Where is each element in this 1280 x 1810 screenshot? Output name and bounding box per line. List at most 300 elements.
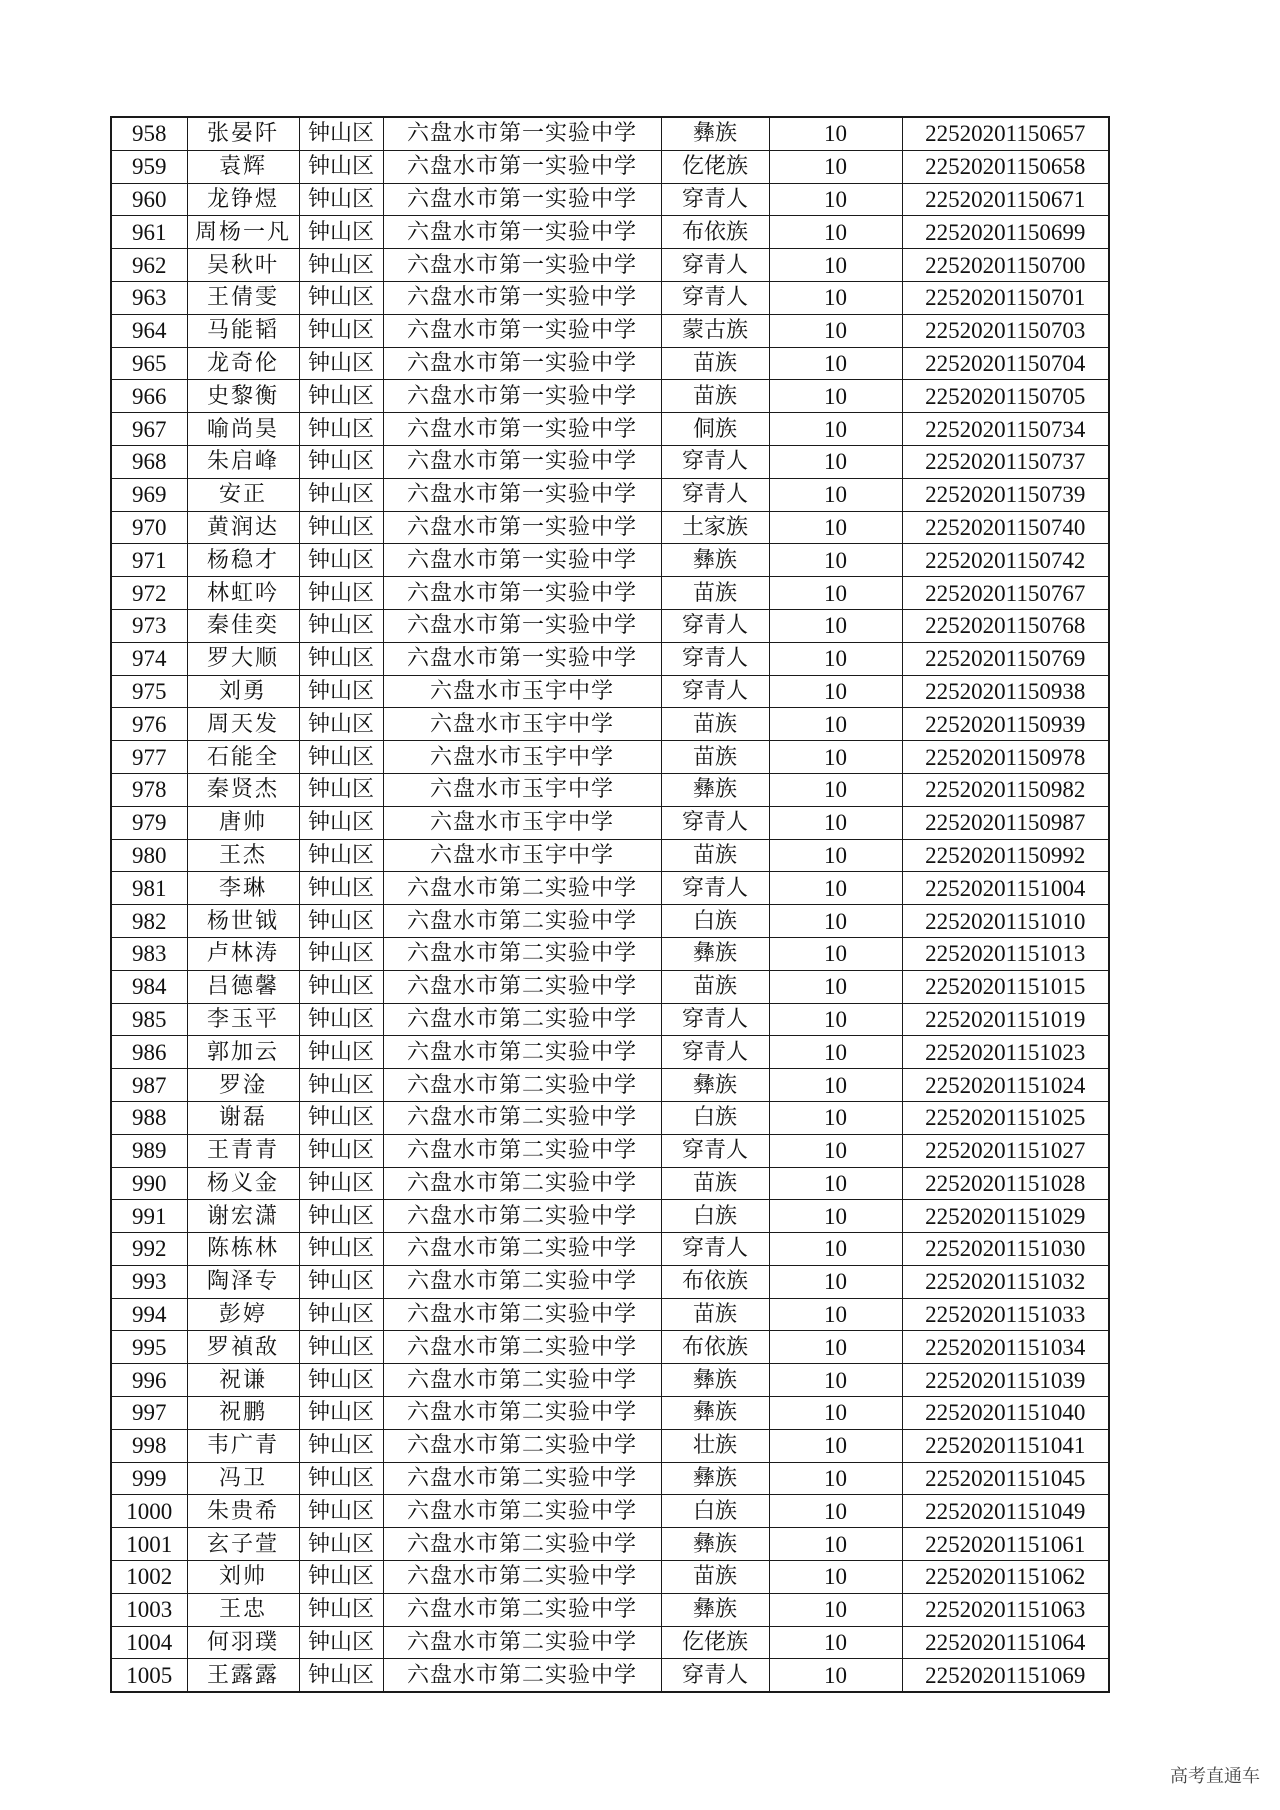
ethnicity-cell: 苗族 (661, 347, 769, 380)
table-row (111, 1298, 1109, 1331)
table-row (111, 1233, 1109, 1266)
exam-number-cell: 22520201150705 (902, 380, 1109, 413)
district-cell: 钟山区 (299, 281, 383, 314)
table-row (111, 413, 1109, 446)
exam-number-cell: 22520201151032 (902, 1265, 1109, 1298)
school-cell: 六盘水市第一实验中学 (383, 544, 661, 577)
exam-number-cell: 22520201151030 (902, 1233, 1109, 1266)
district-cell: 钟山区 (299, 380, 383, 413)
student-name-cell: 龙铮煜 (187, 183, 299, 216)
table-row (111, 1429, 1109, 1462)
student-name-cell: 喻尚昊 (187, 413, 299, 446)
school-cell: 六盘水市第二实验中学 (383, 1593, 661, 1626)
row-number-cell: 982 (111, 905, 187, 938)
student-name-cell: 龙奇伦 (187, 347, 299, 380)
row-number-cell: 981 (111, 872, 187, 905)
row-number-cell: 961 (111, 216, 187, 249)
district-cell: 钟山区 (299, 708, 383, 741)
ethnicity-cell: 彝族 (661, 937, 769, 970)
student-name-cell: 朱贵希 (187, 1495, 299, 1528)
grade-cell: 10 (769, 905, 902, 938)
student-name-cell: 谢磊 (187, 1101, 299, 1134)
row-number-cell: 992 (111, 1233, 187, 1266)
table-row (111, 1593, 1109, 1626)
row-number-cell: 974 (111, 642, 187, 675)
table-row (111, 314, 1109, 347)
exam-number-cell: 22520201150987 (902, 806, 1109, 839)
table-row (111, 1397, 1109, 1430)
row-number-cell: 963 (111, 281, 187, 314)
district-cell: 钟山区 (299, 642, 383, 675)
table-row (111, 117, 1109, 150)
row-number-cell: 998 (111, 1429, 187, 1462)
student-name-cell: 秦贤杰 (187, 773, 299, 806)
grade-cell: 10 (769, 1233, 902, 1266)
ethnicity-cell: 彝族 (661, 1528, 769, 1561)
district-cell: 钟山区 (299, 839, 383, 872)
district-cell: 钟山区 (299, 970, 383, 1003)
row-number-cell: 959 (111, 150, 187, 183)
student-name-cell: 罗禎敌 (187, 1331, 299, 1364)
grade-cell: 10 (769, 708, 902, 741)
table-row (111, 1561, 1109, 1594)
ethnicity-cell: 穿青人 (661, 1233, 769, 1266)
exam-number-cell: 22520201151041 (902, 1429, 1109, 1462)
grade-cell: 10 (769, 183, 902, 216)
ethnicity-cell: 穿青人 (661, 675, 769, 708)
table-row (111, 347, 1109, 380)
student-name-cell: 罗淦 (187, 1069, 299, 1102)
district-cell: 钟山区 (299, 413, 383, 446)
exam-number-cell: 22520201150701 (902, 281, 1109, 314)
table-row (111, 1331, 1109, 1364)
exam-number-cell: 22520201151010 (902, 905, 1109, 938)
school-cell: 六盘水市第二实验中学 (383, 1167, 661, 1200)
district-cell: 钟山区 (299, 1364, 383, 1397)
student-name-cell: 王杰 (187, 839, 299, 872)
table-row (111, 544, 1109, 577)
ethnicity-cell: 穿青人 (661, 478, 769, 511)
student-name-cell: 冯卫 (187, 1462, 299, 1495)
ethnicity-cell: 彝族 (661, 544, 769, 577)
ethnicity-cell: 彝族 (661, 773, 769, 806)
district-cell: 钟山区 (299, 1101, 383, 1134)
exam-number-cell: 22520201151040 (902, 1397, 1109, 1430)
district-cell: 钟山区 (299, 314, 383, 347)
exam-number-cell: 22520201151033 (902, 1298, 1109, 1331)
exam-number-cell: 22520201150699 (902, 216, 1109, 249)
student-name-cell: 王青青 (187, 1134, 299, 1167)
grade-cell: 10 (769, 117, 902, 150)
grade-cell: 10 (769, 937, 902, 970)
student-name-cell: 王露露 (187, 1659, 299, 1692)
school-cell: 六盘水市第一实验中学 (383, 511, 661, 544)
district-cell: 钟山区 (299, 249, 383, 282)
school-cell: 六盘水市第一实验中学 (383, 642, 661, 675)
table-row (111, 249, 1109, 282)
student-name-cell: 陈栋林 (187, 1233, 299, 1266)
table-row (111, 970, 1109, 1003)
school-cell: 六盘水市第一实验中学 (383, 445, 661, 478)
table-row (111, 937, 1109, 970)
exam-number-cell: 22520201151045 (902, 1462, 1109, 1495)
student-name-cell: 刘帅 (187, 1561, 299, 1594)
ethnicity-cell: 彝族 (661, 1069, 769, 1102)
student-name-cell: 彭婷 (187, 1298, 299, 1331)
table-row (111, 741, 1109, 774)
district-cell: 钟山区 (299, 117, 383, 150)
table-row (111, 1528, 1109, 1561)
ethnicity-cell: 彝族 (661, 1397, 769, 1430)
school-cell: 六盘水市第二实验中学 (383, 1036, 661, 1069)
exam-number-cell: 22520201150734 (902, 413, 1109, 446)
ethnicity-cell: 白族 (661, 905, 769, 938)
table-row (111, 1659, 1109, 1692)
school-cell: 六盘水市第二实验中学 (383, 1364, 661, 1397)
school-cell: 六盘水市第一实验中学 (383, 281, 661, 314)
row-number-cell: 968 (111, 445, 187, 478)
ethnicity-cell: 蒙古族 (661, 314, 769, 347)
student-name-cell: 祝谦 (187, 1364, 299, 1397)
student-name-cell: 安正 (187, 478, 299, 511)
school-cell: 六盘水市第一实验中学 (383, 216, 661, 249)
district-cell: 钟山区 (299, 905, 383, 938)
student-name-cell: 李琳 (187, 872, 299, 905)
ethnicity-cell: 苗族 (661, 577, 769, 610)
row-number-cell: 958 (111, 117, 187, 150)
ethnicity-cell: 仡佬族 (661, 150, 769, 183)
district-cell: 钟山区 (299, 1561, 383, 1594)
table-row (111, 1101, 1109, 1134)
row-number-cell: 973 (111, 609, 187, 642)
exam-number-cell: 22520201151028 (902, 1167, 1109, 1200)
grade-cell: 10 (769, 970, 902, 1003)
grade-cell: 10 (769, 544, 902, 577)
ethnicity-cell: 穿青人 (661, 806, 769, 839)
grade-cell: 10 (769, 511, 902, 544)
district-cell: 钟山区 (299, 806, 383, 839)
exam-number-cell: 22520201150938 (902, 675, 1109, 708)
ethnicity-cell: 彝族 (661, 1364, 769, 1397)
row-number-cell: 972 (111, 577, 187, 610)
student-name-cell: 秦佳奕 (187, 609, 299, 642)
row-number-cell: 1004 (111, 1626, 187, 1659)
row-number-cell: 979 (111, 806, 187, 839)
grade-cell: 10 (769, 1528, 902, 1561)
school-cell: 六盘水市玉宇中学 (383, 741, 661, 774)
grade-cell: 10 (769, 773, 902, 806)
table-row (111, 1626, 1109, 1659)
district-cell: 钟山区 (299, 1593, 383, 1626)
table-row (111, 380, 1109, 413)
grade-cell: 10 (769, 577, 902, 610)
exam-number-cell: 22520201151015 (902, 970, 1109, 1003)
ethnicity-cell: 白族 (661, 1200, 769, 1233)
row-number-cell: 1000 (111, 1495, 187, 1528)
grade-cell: 10 (769, 741, 902, 774)
school-cell: 六盘水市第二实验中学 (383, 1233, 661, 1266)
district-cell: 钟山区 (299, 1298, 383, 1331)
table-row (111, 642, 1109, 675)
student-name-cell: 朱启峰 (187, 445, 299, 478)
grade-cell: 10 (769, 347, 902, 380)
student-name-cell: 罗大顺 (187, 642, 299, 675)
exam-number-cell: 22520201150742 (902, 544, 1109, 577)
ethnicity-cell: 穿青人 (661, 1003, 769, 1036)
school-cell: 六盘水市玉宇中学 (383, 839, 661, 872)
exam-number-cell: 22520201151004 (902, 872, 1109, 905)
ethnicity-cell: 苗族 (661, 1561, 769, 1594)
exam-number-cell: 22520201150739 (902, 478, 1109, 511)
row-number-cell: 999 (111, 1462, 187, 1495)
school-cell: 六盘水市第二实验中学 (383, 937, 661, 970)
grade-cell: 10 (769, 839, 902, 872)
district-cell: 钟山区 (299, 675, 383, 708)
row-number-cell: 970 (111, 511, 187, 544)
table-row (111, 675, 1109, 708)
row-number-cell: 965 (111, 347, 187, 380)
student-name-cell: 杨义金 (187, 1167, 299, 1200)
student-name-cell: 谢宏潇 (187, 1200, 299, 1233)
table-row (111, 1364, 1109, 1397)
table-row (111, 1134, 1109, 1167)
school-cell: 六盘水市玉宇中学 (383, 708, 661, 741)
table-row (111, 511, 1109, 544)
ethnicity-cell: 土家族 (661, 511, 769, 544)
row-number-cell: 969 (111, 478, 187, 511)
row-number-cell: 977 (111, 741, 187, 774)
district-cell: 钟山区 (299, 478, 383, 511)
ethnicity-cell: 穿青人 (661, 1134, 769, 1167)
grade-cell: 10 (769, 872, 902, 905)
ethnicity-cell: 壮族 (661, 1429, 769, 1462)
grade-cell: 10 (769, 1167, 902, 1200)
exam-number-cell: 22520201150700 (902, 249, 1109, 282)
exam-number-cell: 22520201150658 (902, 150, 1109, 183)
grade-cell: 10 (769, 1036, 902, 1069)
ethnicity-cell: 侗族 (661, 413, 769, 446)
ethnicity-cell: 穿青人 (661, 872, 769, 905)
school-cell: 六盘水市第二实验中学 (383, 1003, 661, 1036)
student-name-cell: 周杨一凡 (187, 216, 299, 249)
ethnicity-cell: 仡佬族 (661, 1626, 769, 1659)
grade-cell: 10 (769, 1200, 902, 1233)
ethnicity-cell: 穿青人 (661, 642, 769, 675)
district-cell: 钟山区 (299, 216, 383, 249)
table-row (111, 183, 1109, 216)
school-cell: 六盘水市第二实验中学 (383, 1659, 661, 1692)
student-name-cell: 袁辉 (187, 150, 299, 183)
row-number-cell: 1003 (111, 1593, 187, 1626)
student-name-cell: 周天发 (187, 708, 299, 741)
grade-cell: 10 (769, 1561, 902, 1594)
district-cell: 钟山区 (299, 511, 383, 544)
exam-number-cell: 22520201150657 (902, 117, 1109, 150)
student-name-cell: 杨世钺 (187, 905, 299, 938)
district-cell: 钟山区 (299, 1003, 383, 1036)
district-cell: 钟山区 (299, 1331, 383, 1364)
grade-cell: 10 (769, 478, 902, 511)
grade-cell: 10 (769, 1069, 902, 1102)
school-cell: 六盘水市第二实验中学 (383, 1265, 661, 1298)
row-number-cell: 966 (111, 380, 187, 413)
watermark-text: 高考直通车 (1170, 1766, 1260, 1787)
ethnicity-cell: 苗族 (661, 1167, 769, 1200)
ethnicity-cell: 穿青人 (661, 281, 769, 314)
school-cell: 六盘水市第二实验中学 (383, 1561, 661, 1594)
ethnicity-cell: 苗族 (661, 708, 769, 741)
grade-cell: 10 (769, 1331, 902, 1364)
row-number-cell: 988 (111, 1101, 187, 1134)
school-cell: 六盘水市第一实验中学 (383, 609, 661, 642)
district-cell: 钟山区 (299, 1265, 383, 1298)
district-cell: 钟山区 (299, 741, 383, 774)
district-cell: 钟山区 (299, 1626, 383, 1659)
school-cell: 六盘水市第一实验中学 (383, 347, 661, 380)
table-row (111, 708, 1109, 741)
row-number-cell: 986 (111, 1036, 187, 1069)
school-cell: 六盘水市第一实验中学 (383, 380, 661, 413)
school-cell: 六盘水市第一实验中学 (383, 249, 661, 282)
row-number-cell: 997 (111, 1397, 187, 1430)
school-cell: 六盘水市第二实验中学 (383, 1462, 661, 1495)
table-row (111, 150, 1109, 183)
ethnicity-cell: 穿青人 (661, 1036, 769, 1069)
grade-cell: 10 (769, 642, 902, 675)
grade-cell: 10 (769, 249, 902, 282)
grade-cell: 10 (769, 1265, 902, 1298)
exam-number-cell: 22520201150767 (902, 577, 1109, 610)
row-number-cell: 989 (111, 1134, 187, 1167)
grade-cell: 10 (769, 1429, 902, 1462)
row-number-cell: 960 (111, 183, 187, 216)
student-name-cell: 玄子萱 (187, 1528, 299, 1561)
grade-cell: 10 (769, 445, 902, 478)
student-name-cell: 王忠 (187, 1593, 299, 1626)
school-cell: 六盘水市第一实验中学 (383, 577, 661, 610)
district-cell: 钟山区 (299, 1528, 383, 1561)
school-cell: 六盘水市第二实验中学 (383, 1134, 661, 1167)
district-cell: 钟山区 (299, 544, 383, 577)
row-number-cell: 985 (111, 1003, 187, 1036)
district-cell: 钟山区 (299, 1233, 383, 1266)
student-name-cell: 杨稳才 (187, 544, 299, 577)
school-cell: 六盘水市玉宇中学 (383, 675, 661, 708)
school-cell: 六盘水市第二实验中学 (383, 1331, 661, 1364)
student-name-cell: 史黎衡 (187, 380, 299, 413)
exam-number-cell: 22520201151064 (902, 1626, 1109, 1659)
student-name-cell: 吴秋叶 (187, 249, 299, 282)
district-cell: 钟山区 (299, 1036, 383, 1069)
student-name-cell: 吕德馨 (187, 970, 299, 1003)
exam-number-cell: 22520201150939 (902, 708, 1109, 741)
row-number-cell: 990 (111, 1167, 187, 1200)
table-row (111, 478, 1109, 511)
district-cell: 钟山区 (299, 445, 383, 478)
row-number-cell: 993 (111, 1265, 187, 1298)
table-row (111, 1462, 1109, 1495)
district-cell: 钟山区 (299, 773, 383, 806)
row-number-cell: 971 (111, 544, 187, 577)
ethnicity-cell: 布依族 (661, 216, 769, 249)
table-row (111, 1069, 1109, 1102)
school-cell: 六盘水市第二实验中学 (383, 1298, 661, 1331)
student-name-cell: 马能韬 (187, 314, 299, 347)
district-cell: 钟山区 (299, 347, 383, 380)
row-number-cell: 980 (111, 839, 187, 872)
ethnicity-cell: 布依族 (661, 1265, 769, 1298)
student-name-cell: 石能全 (187, 741, 299, 774)
exam-number-cell: 22520201151063 (902, 1593, 1109, 1626)
grade-cell: 10 (769, 1134, 902, 1167)
grade-cell: 10 (769, 675, 902, 708)
exam-number-cell: 22520201151024 (902, 1069, 1109, 1102)
district-cell: 钟山区 (299, 609, 383, 642)
district-cell: 钟山区 (299, 1200, 383, 1233)
table-body (111, 117, 1109, 1692)
student-name-cell: 唐帅 (187, 806, 299, 839)
school-cell: 六盘水市第二实验中学 (383, 1200, 661, 1233)
row-number-cell: 994 (111, 1298, 187, 1331)
ethnicity-cell: 穿青人 (661, 183, 769, 216)
row-number-cell: 1002 (111, 1561, 187, 1594)
row-number-cell: 987 (111, 1069, 187, 1102)
exam-number-cell: 22520201151025 (902, 1101, 1109, 1134)
grade-cell: 10 (769, 1298, 902, 1331)
table-row (111, 1167, 1109, 1200)
grade-cell: 10 (769, 1626, 902, 1659)
student-name-cell: 刘勇 (187, 675, 299, 708)
grade-cell: 10 (769, 314, 902, 347)
district-cell: 钟山区 (299, 1495, 383, 1528)
ethnicity-cell: 彝族 (661, 1593, 769, 1626)
table-row (111, 773, 1109, 806)
exam-number-cell: 22520201151049 (902, 1495, 1109, 1528)
school-cell: 六盘水市第二实验中学 (383, 872, 661, 905)
district-cell: 钟山区 (299, 1069, 383, 1102)
grade-cell: 10 (769, 1003, 902, 1036)
row-number-cell: 996 (111, 1364, 187, 1397)
row-number-cell: 967 (111, 413, 187, 446)
row-number-cell: 975 (111, 675, 187, 708)
district-cell: 钟山区 (299, 577, 383, 610)
student-name-cell: 李玉平 (187, 1003, 299, 1036)
grade-cell: 10 (769, 1659, 902, 1692)
student-name-cell: 韦广青 (187, 1429, 299, 1462)
exam-number-cell: 22520201150737 (902, 445, 1109, 478)
row-number-cell: 976 (111, 708, 187, 741)
student-name-cell: 祝鹏 (187, 1397, 299, 1430)
student-name-cell: 陶泽专 (187, 1265, 299, 1298)
row-number-cell: 984 (111, 970, 187, 1003)
grade-cell: 10 (769, 806, 902, 839)
district-cell: 钟山区 (299, 937, 383, 970)
ethnicity-cell: 布依族 (661, 1331, 769, 1364)
exam-number-cell: 22520201151029 (902, 1200, 1109, 1233)
school-cell: 六盘水市第二实验中学 (383, 1429, 661, 1462)
table-row (111, 1265, 1109, 1298)
school-cell: 六盘水市第二实验中学 (383, 970, 661, 1003)
exam-number-cell: 22520201150992 (902, 839, 1109, 872)
exam-number-cell: 22520201150740 (902, 511, 1109, 544)
student-name-cell: 张晏阡 (187, 117, 299, 150)
school-cell: 六盘水市第二实验中学 (383, 1069, 661, 1102)
grade-cell: 10 (769, 1364, 902, 1397)
table-row (111, 872, 1109, 905)
exam-number-cell: 22520201150703 (902, 314, 1109, 347)
school-cell: 六盘水市第二实验中学 (383, 1101, 661, 1134)
ethnicity-cell: 穿青人 (661, 249, 769, 282)
